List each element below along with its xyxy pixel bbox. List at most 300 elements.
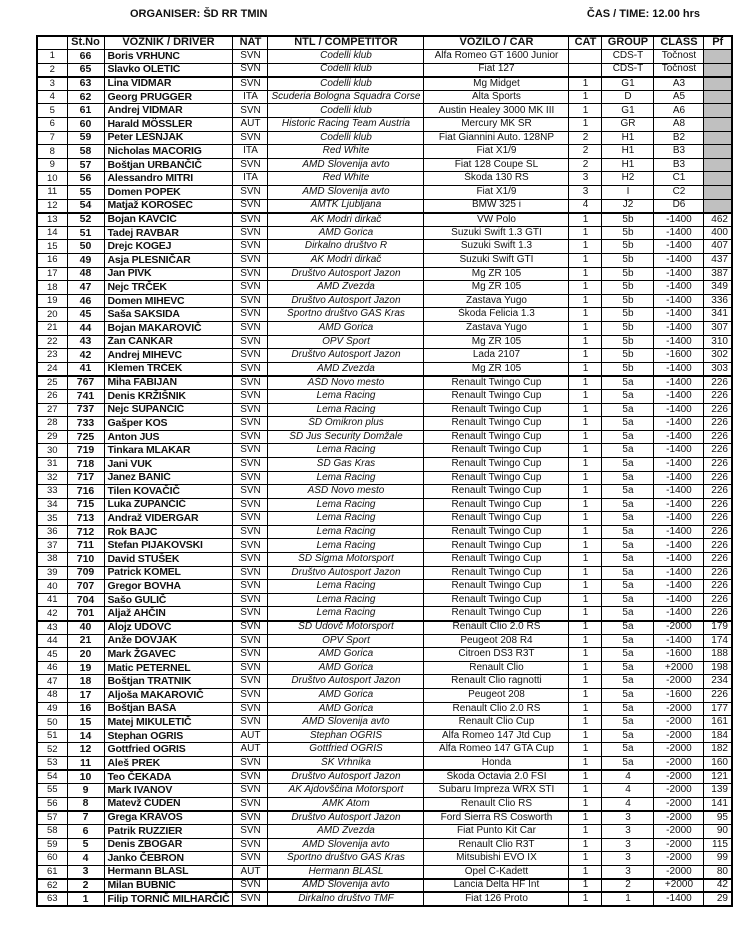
nationality-cell: SVN <box>233 362 268 376</box>
nationality-cell: SVN <box>233 621 268 635</box>
driver-cell: Lina VIDMAR <box>104 77 233 91</box>
start-number-cell: 709 <box>67 566 104 580</box>
competitor-cell: AMD Slovenija avto <box>268 158 424 172</box>
car-cell: Renault Twingo Cup <box>424 566 569 580</box>
driver-cell: Patrick KOMEL <box>104 566 233 580</box>
class-cell: A6 <box>654 104 704 118</box>
class-cell: -1400 <box>654 321 704 335</box>
row-number-cell: 60 <box>37 852 67 866</box>
competitor-cell: Lema Racing <box>268 403 424 417</box>
pf-cell: 42 <box>704 879 732 893</box>
row-number-cell: 39 <box>37 566 67 580</box>
category-cell: 1 <box>569 294 602 308</box>
start-number-cell: 718 <box>67 457 104 471</box>
start-number-cell: 45 <box>67 308 104 322</box>
pf-cell: 437 <box>704 254 732 268</box>
driver-cell: Boštjan URBANČIČ <box>104 158 233 172</box>
driver-cell: Rok BAJC <box>104 525 233 539</box>
group-cell: 5a <box>602 729 654 743</box>
nationality-cell: SVN <box>233 226 268 240</box>
car-cell: Renault Clio <box>424 661 569 675</box>
group-cell: 5a <box>602 648 654 662</box>
table-row <box>37 661 732 675</box>
pf-cell: 29 <box>704 892 732 906</box>
table-row <box>37 580 732 594</box>
competitor-cell: Gottfried OGRIS <box>268 743 424 757</box>
start-number-cell: 59 <box>67 131 104 145</box>
start-number-cell: 8 <box>67 797 104 811</box>
group-cell: 5b <box>602 321 654 335</box>
row-number-cell: 7 <box>37 131 67 145</box>
start-number-cell: 52 <box>67 213 104 227</box>
class-cell: -1600 <box>654 349 704 363</box>
competitor-cell: Stephan OGRIS <box>268 729 424 743</box>
table-row <box>37 376 732 390</box>
category-cell: 1 <box>569 525 602 539</box>
start-number-cell: 715 <box>67 498 104 512</box>
category-cell: 1 <box>569 213 602 227</box>
row-number-cell: 37 <box>37 539 67 553</box>
pf-cell: 226 <box>704 485 732 499</box>
row-number-cell: 54 <box>37 770 67 784</box>
start-number-cell: 65 <box>67 63 104 77</box>
pf-cell: 188 <box>704 648 732 662</box>
driver-cell: Harald MÖSSLER <box>104 118 233 132</box>
group-cell: 5a <box>602 430 654 444</box>
pf-cell: 198 <box>704 661 732 675</box>
pf-cell: 90 <box>704 824 732 838</box>
driver-cell: Domen POPEK <box>104 186 233 200</box>
nationality-cell: SVN <box>233 471 268 485</box>
group-cell: 3 <box>602 838 654 852</box>
table-row <box>37 634 732 648</box>
start-number-cell: 15 <box>67 716 104 730</box>
table-row <box>37 838 732 852</box>
competitor-cell: Društvo Autosport Jazon <box>268 267 424 281</box>
pf-cell: 160 <box>704 756 732 770</box>
pf-cell: 121 <box>704 770 732 784</box>
pf-cell: 226 <box>704 607 732 621</box>
row-number-cell: 53 <box>37 756 67 770</box>
page-header <box>0 0 750 20</box>
group-cell: 3 <box>602 824 654 838</box>
car-cell: Alta Sports <box>424 90 569 104</box>
category-cell <box>569 50 602 64</box>
row-number-cell: 46 <box>37 661 67 675</box>
row-number-cell: 12 <box>37 199 67 213</box>
table-row <box>37 186 732 200</box>
driver-cell: Denis ŽBOGAR <box>104 838 233 852</box>
group-cell: 5b <box>602 240 654 254</box>
pf-cell <box>704 90 732 104</box>
car-cell: Renault Twingo Cup <box>424 512 569 526</box>
class-cell: -1400 <box>654 281 704 295</box>
group-cell: 5a <box>602 756 654 770</box>
driver-cell: Sašo GULIČ <box>104 593 233 607</box>
car-cell: Renault Twingo Cup <box>424 485 569 499</box>
category-cell: 1 <box>569 498 602 512</box>
group-cell: 4 <box>602 797 654 811</box>
nationality-cell: SVN <box>233 104 268 118</box>
category-cell: 1 <box>569 566 602 580</box>
nationality-cell: SVN <box>233 716 268 730</box>
class-cell: C1 <box>654 172 704 186</box>
table-row <box>37 512 732 526</box>
row-number-cell: 16 <box>37 254 67 268</box>
class-cell: -1400 <box>654 226 704 240</box>
table-row <box>37 648 732 662</box>
class-cell: -1400 <box>654 457 704 471</box>
competitor-cell: AMD Gorica <box>268 226 424 240</box>
nationality-cell: SVN <box>233 539 268 553</box>
category-cell: 1 <box>569 417 602 431</box>
category-cell: 1 <box>569 838 602 852</box>
pf-cell: 226 <box>704 430 732 444</box>
table-row <box>37 50 732 64</box>
group-cell: 5b <box>602 267 654 281</box>
class-cell: A5 <box>654 90 704 104</box>
row-number-cell: 61 <box>37 865 67 879</box>
category-cell: 1 <box>569 729 602 743</box>
row-number-cell: 38 <box>37 553 67 567</box>
nationality-cell: SVN <box>233 566 268 580</box>
car-cell: Opel C-Kadett <box>424 865 569 879</box>
table-row <box>37 226 732 240</box>
class-cell: -1400 <box>654 471 704 485</box>
table-header-row <box>37 36 732 50</box>
nationality-cell: SVN <box>233 892 268 906</box>
driver-cell: Bojan KAVČIČ <box>104 213 233 227</box>
nationality-cell: SVN <box>233 580 268 594</box>
class-cell: -1400 <box>654 580 704 594</box>
nationality-cell: SVN <box>233 512 268 526</box>
car-cell: Fiat Punto Kit Car <box>424 824 569 838</box>
driver-cell: Georg PRUGGER <box>104 90 233 104</box>
car-cell: Renault Clio 2.0 RS <box>424 621 569 635</box>
nationality-cell: SVN <box>233 294 268 308</box>
table-row <box>37 131 732 145</box>
row-number-cell: 30 <box>37 444 67 458</box>
car-cell: Fiat 128 Coupe SL <box>424 158 569 172</box>
start-number-cell: 710 <box>67 553 104 567</box>
col-header-rownum <box>37 36 67 50</box>
group-cell: 5a <box>602 457 654 471</box>
group-cell: 4 <box>602 770 654 784</box>
driver-cell: Nicholas MACORIG <box>104 145 233 159</box>
start-number-cell: 712 <box>67 525 104 539</box>
category-cell: 1 <box>569 580 602 594</box>
competitor-cell: AMD Gorica <box>268 321 424 335</box>
driver-cell: Jan PIVK <box>104 267 233 281</box>
category-cell: 1 <box>569 118 602 132</box>
pf-cell: 226 <box>704 444 732 458</box>
table-row <box>37 729 732 743</box>
category-cell: 1 <box>569 648 602 662</box>
row-number-cell: 3 <box>37 77 67 91</box>
class-cell: -1400 <box>654 485 704 499</box>
pf-cell: 99 <box>704 852 732 866</box>
class-cell: -1400 <box>654 254 704 268</box>
pf-cell <box>704 50 732 64</box>
group-cell: 5a <box>602 389 654 403</box>
category-cell: 1 <box>569 430 602 444</box>
competitor-cell: AMTK Ljubljana <box>268 199 424 213</box>
class-cell: -2000 <box>654 797 704 811</box>
class-cell: -1400 <box>654 430 704 444</box>
table-row <box>37 593 732 607</box>
class-cell: -2000 <box>654 729 704 743</box>
class-cell: -2000 <box>654 756 704 770</box>
class-cell: B3 <box>654 158 704 172</box>
competitor-cell: Codelli klub <box>268 77 424 91</box>
group-cell: 3 <box>602 852 654 866</box>
group-cell: 5b <box>602 308 654 322</box>
car-cell: Mg ZR 105 <box>424 335 569 349</box>
pf-cell: 115 <box>704 838 732 852</box>
time-label: ČAS / TIME: 12.00 hrs <box>586 8 700 20</box>
row-number-cell: 49 <box>37 702 67 716</box>
class-cell: -2000 <box>654 743 704 757</box>
nationality-cell: SVN <box>233 879 268 893</box>
car-cell: Fiat X1/9 <box>424 145 569 159</box>
class-cell: -1600 <box>654 689 704 703</box>
table-row <box>37 566 732 580</box>
driver-cell: Tadej RAVBAR <box>104 226 233 240</box>
class-cell: -1400 <box>654 213 704 227</box>
category-cell: 1 <box>569 321 602 335</box>
row-number-cell: 40 <box>37 580 67 594</box>
category-cell: 1 <box>569 702 602 716</box>
nationality-cell: SVN <box>233 702 268 716</box>
driver-cell: Klemen TRČEK <box>104 362 233 376</box>
pf-cell: 307 <box>704 321 732 335</box>
table-row <box>37 77 732 91</box>
category-cell: 2 <box>569 145 602 159</box>
car-cell: Renault Twingo Cup <box>424 607 569 621</box>
category-cell: 1 <box>569 512 602 526</box>
col-header-nat: NAT <box>233 36 268 50</box>
category-cell: 1 <box>569 675 602 689</box>
category-cell: 1 <box>569 444 602 458</box>
car-cell: Škoda Felicia 1.3 <box>424 308 569 322</box>
table-row <box>37 716 732 730</box>
category-cell: 1 <box>569 743 602 757</box>
category-cell: 1 <box>569 879 602 893</box>
pf-cell <box>704 104 732 118</box>
nationality-cell: SVN <box>233 485 268 499</box>
table-row <box>37 158 732 172</box>
competitor-cell: Lema Racing <box>268 471 424 485</box>
nationality-cell: SVN <box>233 756 268 770</box>
col-header-cat: CAT <box>569 36 602 50</box>
row-number-cell: 62 <box>37 879 67 893</box>
pf-cell: 226 <box>704 471 732 485</box>
pf-cell <box>704 118 732 132</box>
pf-cell: 226 <box>704 525 732 539</box>
class-cell: -2000 <box>654 784 704 798</box>
group-cell: 5b <box>602 349 654 363</box>
row-number-cell: 63 <box>37 892 67 906</box>
category-cell: 1 <box>569 240 602 254</box>
start-number-cell: 58 <box>67 145 104 159</box>
competitor-cell: Društvo Autosport Jazon <box>268 294 424 308</box>
competitor-cell: Dirkalno društvo TMF <box>268 892 424 906</box>
pf-cell: 303 <box>704 362 732 376</box>
start-number-cell: 3 <box>67 865 104 879</box>
driver-cell: David STUŠEK <box>104 553 233 567</box>
pf-cell <box>704 172 732 186</box>
group-cell: 5a <box>602 566 654 580</box>
table-row <box>37 118 732 132</box>
row-number-cell: 34 <box>37 498 67 512</box>
driver-cell: Boštjan BAŠA <box>104 702 233 716</box>
category-cell: 2 <box>569 158 602 172</box>
driver-cell: Grega KRAVOS <box>104 811 233 825</box>
start-number-cell: 55 <box>67 186 104 200</box>
start-number-cell: 711 <box>67 539 104 553</box>
table-row <box>37 607 732 621</box>
driver-cell: Tilen KOVAČIČ <box>104 485 233 499</box>
category-cell: 1 <box>569 661 602 675</box>
group-cell: CDS-T <box>602 63 654 77</box>
col-header-stno: St.No <box>67 36 104 50</box>
row-number-cell: 22 <box>37 335 67 349</box>
nationality-cell: AUT <box>233 729 268 743</box>
row-number-cell: 13 <box>37 213 67 227</box>
category-cell: 1 <box>569 308 602 322</box>
car-cell: Mg ZR 105 <box>424 267 569 281</box>
group-cell: 5a <box>602 593 654 607</box>
category-cell: 1 <box>569 457 602 471</box>
competitor-cell: Hermann BLASL <box>268 865 424 879</box>
table-row <box>37 797 732 811</box>
driver-cell: Luka ZUPANČIČ <box>104 498 233 512</box>
category-cell: 1 <box>569 811 602 825</box>
organiser-label: ORGANISER: ŠD RR TMIN <box>130 8 268 20</box>
car-cell: Mg ZR 105 <box>424 281 569 295</box>
start-number-cell: 63 <box>67 77 104 91</box>
nationality-cell: SVN <box>233 838 268 852</box>
class-cell: -2000 <box>654 716 704 730</box>
start-number-cell: 11 <box>67 756 104 770</box>
group-cell: 5b <box>602 362 654 376</box>
table-row <box>37 485 732 499</box>
table-row <box>37 865 732 879</box>
competitor-cell: Historic Racing Team Austria <box>268 118 424 132</box>
car-cell: Renault Twingo Cup <box>424 403 569 417</box>
row-number-cell: 36 <box>37 525 67 539</box>
table-row <box>37 63 732 77</box>
driver-cell: Anton JUS <box>104 430 233 444</box>
competitor-cell: ŠD Jus Security Domžale <box>268 430 424 444</box>
nationality-cell: SVN <box>233 267 268 281</box>
table-row <box>37 689 732 703</box>
group-cell: 5a <box>602 553 654 567</box>
driver-cell: Domen MIHEVC <box>104 294 233 308</box>
driver-cell: Janko ČEBRON <box>104 852 233 866</box>
competitor-cell: AMD Zvezda <box>268 362 424 376</box>
driver-cell: Stefan PIJAKOVSKI <box>104 539 233 553</box>
class-cell: -2000 <box>654 838 704 852</box>
nationality-cell: SVN <box>233 444 268 458</box>
group-cell: 5a <box>602 525 654 539</box>
start-number-cell: 716 <box>67 485 104 499</box>
pf-cell: 336 <box>704 294 732 308</box>
category-cell: 1 <box>569 104 602 118</box>
competitor-cell: Lema Racing <box>268 525 424 539</box>
table-row <box>37 362 732 376</box>
car-cell: Fiat 127 <box>424 63 569 77</box>
nationality-cell: ITA <box>233 172 268 186</box>
group-cell: 5a <box>602 621 654 635</box>
class-cell: -1400 <box>654 240 704 254</box>
pf-cell: 226 <box>704 689 732 703</box>
competitor-cell: Društvo Autosport Jazon <box>268 566 424 580</box>
group-cell: 5a <box>602 634 654 648</box>
start-number-cell: 725 <box>67 430 104 444</box>
group-cell: 5a <box>602 607 654 621</box>
start-number-cell: 701 <box>67 607 104 621</box>
class-cell: A3 <box>654 77 704 91</box>
entries-body <box>37 50 732 906</box>
row-number-cell: 4 <box>37 90 67 104</box>
table-row <box>37 172 732 186</box>
group-cell: 3 <box>602 865 654 879</box>
driver-cell: Boštjan TRATNIK <box>104 675 233 689</box>
group-cell: 5a <box>602 498 654 512</box>
category-cell: 1 <box>569 389 602 403</box>
driver-cell: Teo ČEKADA <box>104 770 233 784</box>
pf-cell: 462 <box>704 213 732 227</box>
group-cell: G1 <box>602 77 654 91</box>
class-cell: -1400 <box>654 539 704 553</box>
table-row <box>37 294 732 308</box>
driver-cell: Boris VRHUNC <box>104 50 233 64</box>
col-header-class: CLASS <box>654 36 704 50</box>
competitor-cell: Codelli klub <box>268 63 424 77</box>
car-cell: Renault Twingo Cup <box>424 471 569 485</box>
category-cell: 1 <box>569 824 602 838</box>
row-number-cell: 52 <box>37 743 67 757</box>
pf-cell <box>704 131 732 145</box>
nationality-cell: SVN <box>233 240 268 254</box>
row-number-cell: 42 <box>37 607 67 621</box>
group-cell: H2 <box>602 172 654 186</box>
start-number-cell: 50 <box>67 240 104 254</box>
driver-cell: Janez BANIČ <box>104 471 233 485</box>
class-cell: -1400 <box>654 417 704 431</box>
nationality-cell: SVN <box>233 131 268 145</box>
driver-cell: Saša SAKSIDA <box>104 308 233 322</box>
category-cell: 1 <box>569 634 602 648</box>
table-row <box>37 525 732 539</box>
competitor-cell: Športno društvo GAS Kras <box>268 308 424 322</box>
group-cell: 5a <box>602 417 654 431</box>
category-cell: 1 <box>569 852 602 866</box>
driver-cell: Alojz UDOVČ <box>104 621 233 635</box>
driver-cell: Alessandro MITRI <box>104 172 233 186</box>
table-row <box>37 892 732 906</box>
car-cell: Alfa Romeo 147 GTA Cup <box>424 743 569 757</box>
row-number-cell: 20 <box>37 308 67 322</box>
driver-cell: Andraž VIDERGAR <box>104 512 233 526</box>
class-cell: -1400 <box>654 335 704 349</box>
car-cell: Mitsubishi EVO IX <box>424 852 569 866</box>
table-row <box>37 702 732 716</box>
nationality-cell: SVN <box>233 784 268 798</box>
group-cell: 5b <box>602 213 654 227</box>
pf-cell: 310 <box>704 335 732 349</box>
